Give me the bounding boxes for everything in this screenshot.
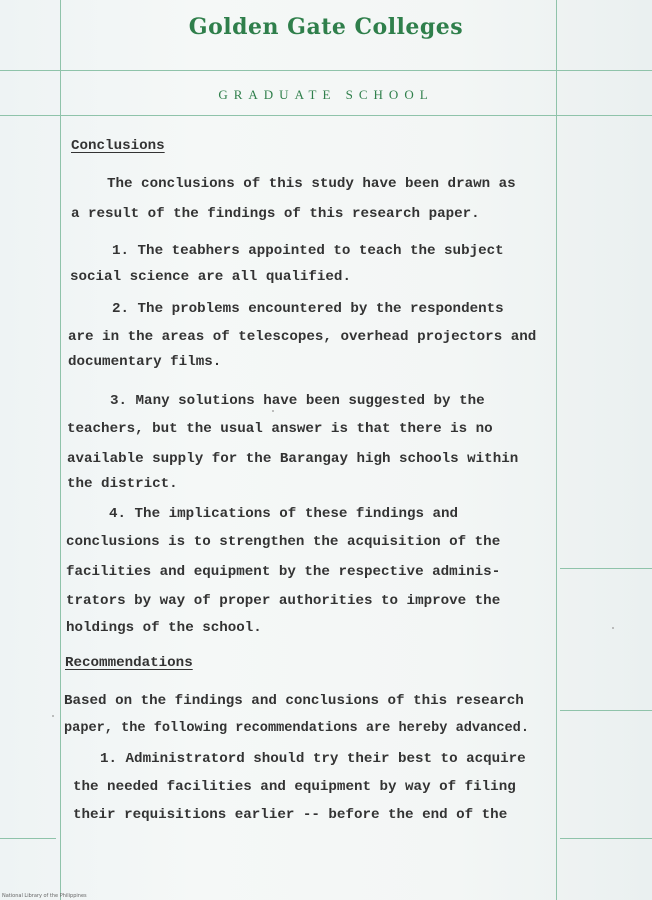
margin-tick bbox=[0, 838, 56, 839]
body-line: 2. The problems encountered by the respondents bbox=[112, 301, 504, 317]
paper-speck bbox=[612, 627, 614, 629]
body-line: a result of the findings of this research paper. bbox=[71, 206, 480, 222]
header-rule bbox=[0, 70, 652, 71]
margin-tick bbox=[560, 568, 652, 569]
body-line: teachers, but the usual answer is that there is no bbox=[67, 421, 493, 437]
body-line: the district. bbox=[67, 476, 178, 492]
right-margin-rule bbox=[556, 0, 557, 900]
body-line: their requisitions earlier -- before the end of the bbox=[73, 807, 508, 823]
school-name: GRADUATE SCHOOL bbox=[218, 87, 434, 102]
body-line: The conclusions of this study have been drawn as bbox=[107, 176, 516, 192]
body-line: conclusions is to strengthen the acquisition of the bbox=[66, 534, 501, 550]
body-line: facilities and equipment by the respective adminis- bbox=[66, 564, 501, 580]
conclusions-heading: Conclusions bbox=[71, 138, 165, 154]
college-letterhead: Golden Gate Colleges bbox=[188, 14, 464, 40]
body-line: 1. Administratord should try their best to acquire bbox=[100, 751, 526, 767]
body-line: Based on the findings and conclusions of this research bbox=[64, 693, 524, 709]
body-line: available supply for the Barangay high schools within bbox=[67, 451, 519, 467]
body-line: social science are all qualified. bbox=[70, 269, 351, 285]
body-line: 1. The teabhers appointed to teach the subject bbox=[112, 243, 504, 259]
paper-speck bbox=[272, 410, 274, 412]
subheader-rule bbox=[0, 115, 652, 116]
left-margin-rule bbox=[60, 0, 61, 900]
paper-speck bbox=[52, 715, 54, 717]
body-line: 3. Many solutions have been suggested by the bbox=[110, 393, 485, 409]
margin-tick bbox=[560, 710, 652, 711]
scan-footer: National Library of the Philippines bbox=[2, 893, 87, 899]
body-line: documentary films. bbox=[68, 354, 222, 370]
body-line: trators by way of proper authorities to improve the bbox=[66, 593, 501, 609]
margin-tick bbox=[560, 838, 652, 839]
body-line: the needed facilities and equipment by way of filing bbox=[73, 779, 516, 795]
body-line: 4. The implications of these findings and bbox=[109, 506, 459, 522]
body-line: paper, the following recommendations are hereby advanced. bbox=[64, 721, 529, 736]
body-line: holdings of the school. bbox=[66, 620, 262, 636]
body-line: are in the areas of telescopes, overhead projectors and bbox=[68, 329, 537, 345]
recommendations-heading: Recommendations bbox=[65, 655, 193, 671]
